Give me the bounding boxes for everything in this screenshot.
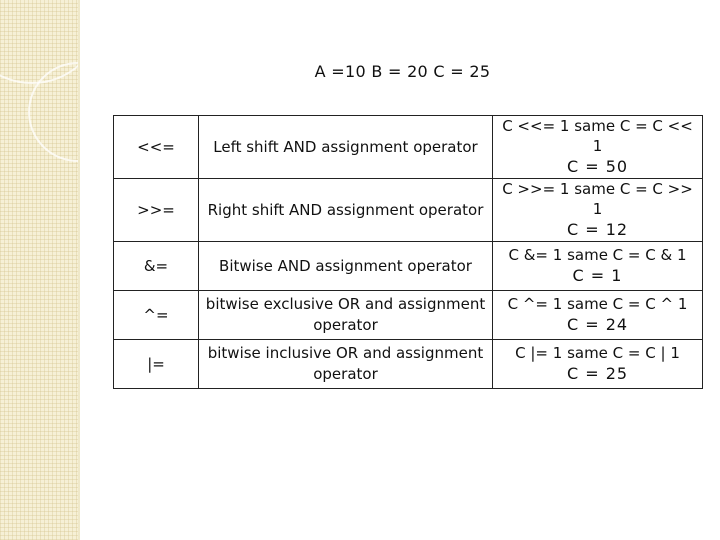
decorative-side-strip bbox=[0, 0, 80, 540]
operator-cell: &= bbox=[114, 242, 199, 291]
table-row bbox=[114, 179, 703, 242]
description-cell: Left shift AND assignment operator bbox=[199, 116, 493, 179]
example-expression: C &= 1 same C = C & 1 bbox=[508, 246, 687, 264]
table-row bbox=[114, 116, 703, 179]
table-row bbox=[114, 242, 703, 291]
operators-table bbox=[113, 115, 703, 389]
example-cell bbox=[493, 291, 703, 340]
description-cell: Bitwise AND assignment operator bbox=[199, 242, 493, 291]
example-expression: C >>= 1 same C = C >> 1 bbox=[502, 180, 693, 218]
description-cell: bitwise inclusive OR and assignment operator bbox=[199, 340, 493, 389]
description-cell: bitwise exclusive OR and assignment operator bbox=[199, 291, 493, 340]
example-expression: C ^= 1 same C = C ^ 1 bbox=[507, 295, 688, 313]
example-cell bbox=[493, 116, 703, 179]
example-result: C = 24 bbox=[566, 315, 629, 334]
example-cell bbox=[493, 179, 703, 242]
example-result: C = 50 bbox=[566, 157, 629, 176]
table-row bbox=[114, 291, 703, 340]
example-cell bbox=[493, 242, 703, 291]
description-cell: Right shift AND assignment operator bbox=[199, 179, 493, 242]
variables-heading: A =10 B = 20 C = 25 bbox=[314, 62, 491, 81]
example-expression: C <<= 1 same C = C << 1 bbox=[502, 117, 693, 155]
operator-cell: |= bbox=[114, 340, 199, 389]
example-cell bbox=[493, 340, 703, 389]
example-result: C = 25 bbox=[566, 364, 629, 383]
example-expression: C |= 1 same C = C | 1 bbox=[515, 344, 680, 362]
operator-cell: ^= bbox=[114, 291, 199, 340]
example-result: C = 12 bbox=[566, 220, 629, 239]
operator-cell: <<= bbox=[114, 116, 199, 179]
operator-cell: >>= bbox=[114, 179, 199, 242]
table-row bbox=[114, 340, 703, 389]
example-result: C = 1 bbox=[572, 266, 623, 285]
strip-edge bbox=[78, 0, 80, 540]
